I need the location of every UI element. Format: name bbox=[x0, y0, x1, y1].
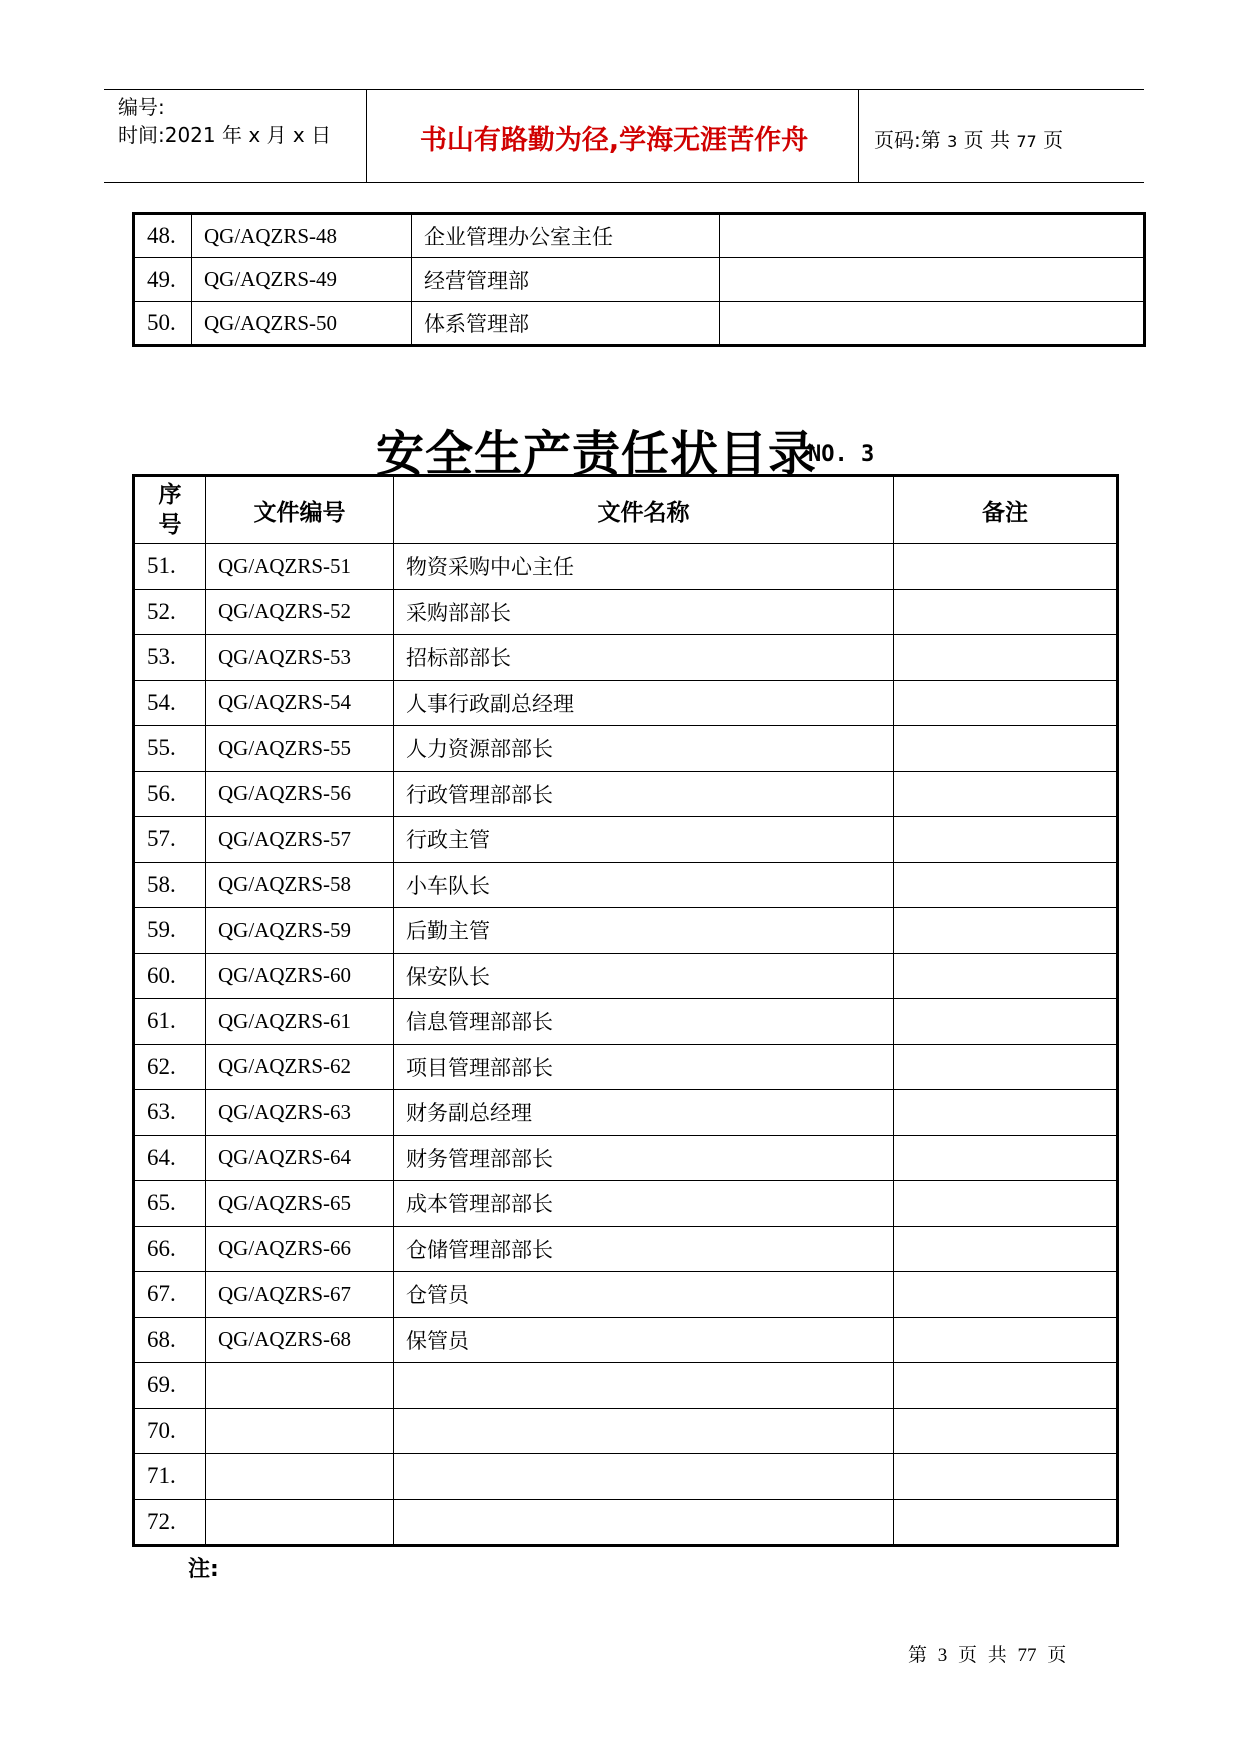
cell-code: QG/AQZRS-59 bbox=[206, 908, 394, 954]
table-row bbox=[134, 771, 1118, 817]
cell-note bbox=[894, 726, 1118, 772]
cell-seq: 63. bbox=[134, 1090, 206, 1136]
cell-seq: 57. bbox=[134, 817, 206, 863]
cell-name: 财务管理部部长 bbox=[394, 1135, 894, 1181]
cell-note bbox=[894, 999, 1118, 1045]
header-name: 文件名称 bbox=[394, 476, 894, 544]
cell-code: QG/AQZRS-52 bbox=[206, 589, 394, 635]
cell-seq: 53. bbox=[134, 635, 206, 681]
cell-name: 经营管理部 bbox=[412, 258, 720, 302]
table-row bbox=[134, 862, 1118, 908]
cell-name: 仓管员 bbox=[394, 1272, 894, 1318]
cell-code: QG/AQZRS-67 bbox=[206, 1272, 394, 1318]
catalog-table bbox=[132, 474, 1119, 1547]
cell-seq: 48. bbox=[134, 214, 192, 258]
table-row bbox=[134, 258, 1145, 302]
cell-note bbox=[894, 908, 1118, 954]
header-note: 备注 bbox=[894, 476, 1118, 544]
header-seq-bottom: 号 bbox=[158, 512, 182, 538]
cell-note bbox=[894, 862, 1118, 908]
page-title: 安全生产责任状目录 bbox=[376, 426, 818, 482]
cell-note bbox=[894, 1090, 1118, 1136]
header-meta bbox=[118, 93, 331, 149]
cell-code bbox=[206, 1363, 394, 1409]
cell-seq: 55. bbox=[134, 726, 206, 772]
table-row bbox=[134, 635, 1118, 681]
page-suffix: 页 bbox=[1036, 128, 1064, 152]
cell-code: QG/AQZRS-55 bbox=[206, 726, 394, 772]
table-row bbox=[134, 1181, 1118, 1227]
cell-seq: 62. bbox=[134, 1044, 206, 1090]
cell-note bbox=[720, 258, 1145, 302]
cell-name: 招标部部长 bbox=[394, 635, 894, 681]
header-top-rule bbox=[104, 89, 1144, 90]
cell-name: 行政管理部部长 bbox=[394, 771, 894, 817]
cell-code bbox=[206, 1499, 394, 1546]
note-label: 注: bbox=[188, 1557, 219, 1582]
cell-seq: 51. bbox=[134, 544, 206, 590]
cell-seq: 69. bbox=[134, 1363, 206, 1409]
cell-code: QG/AQZRS-50 bbox=[192, 302, 412, 346]
cell-name: 保安队长 bbox=[394, 953, 894, 999]
cell-seq: 68. bbox=[134, 1317, 206, 1363]
cell-name: 后勤主管 bbox=[394, 908, 894, 954]
cell-name: 保管员 bbox=[394, 1317, 894, 1363]
cell-note bbox=[894, 1226, 1118, 1272]
header-seq-top: 序 bbox=[158, 482, 182, 508]
header-seq bbox=[134, 476, 206, 544]
cell-seq: 59. bbox=[134, 908, 206, 954]
cell-seq: 70. bbox=[134, 1408, 206, 1454]
cell-seq: 61. bbox=[134, 999, 206, 1045]
cell-code: QG/AQZRS-54 bbox=[206, 680, 394, 726]
table-row bbox=[134, 589, 1118, 635]
header-divider-right bbox=[858, 89, 859, 182]
table-row bbox=[134, 1272, 1118, 1318]
cell-name: 人事行政副总经理 bbox=[394, 680, 894, 726]
cell-name: 小车队长 bbox=[394, 862, 894, 908]
cell-note bbox=[894, 589, 1118, 635]
table-row bbox=[134, 1044, 1118, 1090]
cell-note bbox=[894, 953, 1118, 999]
cell-code: QG/AQZRS-58 bbox=[206, 862, 394, 908]
header-bottom-rule bbox=[104, 182, 1144, 183]
page-number: 3 bbox=[947, 132, 958, 151]
cell-note bbox=[894, 1454, 1118, 1500]
cell-seq: 67. bbox=[134, 1272, 206, 1318]
cell-name: 物资采购中心主任 bbox=[394, 544, 894, 590]
cell-name bbox=[394, 1454, 894, 1500]
cell-code: QG/AQZRS-56 bbox=[206, 771, 394, 817]
cell-note bbox=[894, 1317, 1118, 1363]
cell-seq: 60. bbox=[134, 953, 206, 999]
header-divider-left bbox=[366, 89, 367, 182]
previous-catalog-table bbox=[132, 212, 1146, 347]
cell-note bbox=[894, 635, 1118, 681]
cell-code: QG/AQZRS-65 bbox=[206, 1181, 394, 1227]
cell-seq: 58. bbox=[134, 862, 206, 908]
cell-note bbox=[894, 1135, 1118, 1181]
cell-name: 成本管理部部长 bbox=[394, 1181, 894, 1227]
cell-code: QG/AQZRS-64 bbox=[206, 1135, 394, 1181]
cell-note bbox=[894, 771, 1118, 817]
cell-note bbox=[894, 680, 1118, 726]
cell-seq: 54. bbox=[134, 680, 206, 726]
cell-name: 项目管理部部长 bbox=[394, 1044, 894, 1090]
page-prefix: 页码:第 bbox=[874, 128, 948, 152]
table-row bbox=[134, 999, 1118, 1045]
cell-note bbox=[894, 817, 1118, 863]
cell-code: QG/AQZRS-62 bbox=[206, 1044, 394, 1090]
cell-note bbox=[894, 1272, 1118, 1318]
cell-seq: 66. bbox=[134, 1226, 206, 1272]
table-row bbox=[134, 1363, 1118, 1409]
header-code: 文件编号 bbox=[206, 476, 394, 544]
cell-note bbox=[894, 1181, 1118, 1227]
header-page-info bbox=[874, 124, 1063, 153]
cell-name: 信息管理部部长 bbox=[394, 999, 894, 1045]
document-time-label: 时间:2021 年 x 月 x 日 bbox=[118, 123, 332, 147]
cell-note bbox=[894, 544, 1118, 590]
cell-seq: 50. bbox=[134, 302, 192, 346]
header-motto: 书山有路勤为径,学海无涯苦作舟 bbox=[419, 125, 809, 156]
cell-code: QG/AQZRS-51 bbox=[206, 544, 394, 590]
table-row bbox=[134, 1317, 1118, 1363]
page-footer: 第 3 页 共 77 页 bbox=[908, 1645, 1067, 1666]
cell-code bbox=[206, 1454, 394, 1500]
cell-note bbox=[894, 1363, 1118, 1409]
catalog-number: NO. 3 bbox=[808, 442, 875, 467]
cell-code: QG/AQZRS-68 bbox=[206, 1317, 394, 1363]
table-row bbox=[134, 544, 1118, 590]
cell-note bbox=[720, 302, 1145, 346]
table-row bbox=[134, 726, 1118, 772]
cell-code: QG/AQZRS-57 bbox=[206, 817, 394, 863]
table-header-row bbox=[134, 476, 1118, 544]
cell-name: 企业管理办公室主任 bbox=[412, 214, 720, 258]
table-row bbox=[134, 1408, 1118, 1454]
cell-name: 仓储管理部部长 bbox=[394, 1226, 894, 1272]
cell-seq: 52. bbox=[134, 589, 206, 635]
cell-name: 人力资源部部长 bbox=[394, 726, 894, 772]
cell-code bbox=[206, 1408, 394, 1454]
cell-note bbox=[894, 1044, 1118, 1090]
cell-code: QG/AQZRS-53 bbox=[206, 635, 394, 681]
table-row bbox=[134, 1090, 1118, 1136]
cell-seq: 65. bbox=[134, 1181, 206, 1227]
cell-name bbox=[394, 1363, 894, 1409]
cell-code: QG/AQZRS-48 bbox=[192, 214, 412, 258]
cell-name bbox=[394, 1408, 894, 1454]
cell-seq: 49. bbox=[134, 258, 192, 302]
cell-name: 体系管理部 bbox=[412, 302, 720, 346]
cell-name: 财务副总经理 bbox=[394, 1090, 894, 1136]
cell-code: QG/AQZRS-60 bbox=[206, 953, 394, 999]
table-row bbox=[134, 214, 1145, 258]
table-row bbox=[134, 1226, 1118, 1272]
table-row bbox=[134, 908, 1118, 954]
document-number-label: 编号: bbox=[118, 95, 165, 119]
page-middle: 页 共 bbox=[957, 128, 1017, 152]
cell-seq: 64. bbox=[134, 1135, 206, 1181]
cell-note bbox=[720, 214, 1145, 258]
cell-name: 行政主管 bbox=[394, 817, 894, 863]
table-row bbox=[134, 953, 1118, 999]
cell-seq: 56. bbox=[134, 771, 206, 817]
cell-seq: 72. bbox=[134, 1499, 206, 1546]
cell-code: QG/AQZRS-66 bbox=[206, 1226, 394, 1272]
cell-note bbox=[894, 1499, 1118, 1546]
table-row bbox=[134, 1454, 1118, 1500]
cell-code: QG/AQZRS-61 bbox=[206, 999, 394, 1045]
page-total: 77 bbox=[1016, 132, 1037, 151]
cell-code: QG/AQZRS-49 bbox=[192, 258, 412, 302]
cell-code: QG/AQZRS-63 bbox=[206, 1090, 394, 1136]
table-row bbox=[134, 817, 1118, 863]
table-row bbox=[134, 680, 1118, 726]
cell-seq: 71. bbox=[134, 1454, 206, 1500]
cell-name: 采购部部长 bbox=[394, 589, 894, 635]
table-row bbox=[134, 1499, 1118, 1546]
table-row bbox=[134, 1135, 1118, 1181]
cell-name bbox=[394, 1499, 894, 1546]
cell-note bbox=[894, 1408, 1118, 1454]
table-row bbox=[134, 302, 1145, 346]
